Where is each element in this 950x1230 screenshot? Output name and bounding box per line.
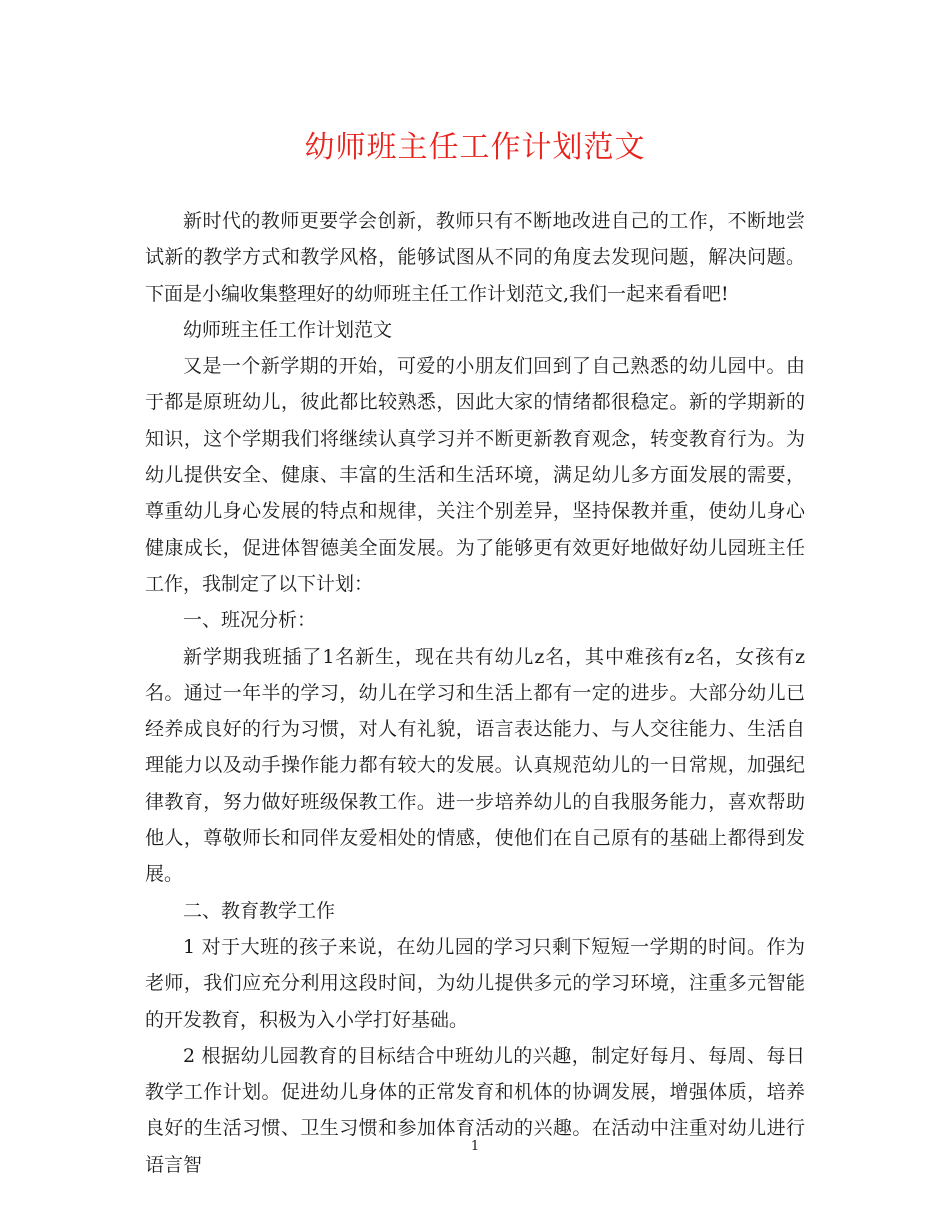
opening-paragraph: 又是一个新学期的开始，可爱的小朋友们回到了自己熟悉的幼儿园中。由于都是原班幼儿，彼此都比较熟悉，因此大家的情绪都很稳定。新的学期新的知识，这个学期我们将继续认真学习并不断更新教育观念，转变教育行为。为幼儿提供安全、健康、丰富的生活和生活环境，满足幼儿多方面发展的需要，尊重幼儿身心发展的特点和规律，关注个别差异，坚持保教并重，使幼儿身心健康成长，促进体智德美全面发展。为了能够更有效更好地做好幼儿园班主任工作，我制定了以下计划： — [145, 355, 805, 595]
intro-paragraph: 新时代的教师更要学会创新，教师只有不断地改进自己的工作，不断地尝试新的教学方式和教学风格，能够试图从不同的角度去发现问题，解决问题。下面是小编收集整理好的幼师班主任工作计划范文,我们一起来看看吧! — [145, 210, 805, 305]
section-heading-title: 幼师班主任工作计划范文 — [183, 318, 393, 341]
teaching-item-2: 2 根据幼儿园教育的目标结合中班幼儿的兴趣，制定好每月、每周、每日教学工作计划。促进幼儿身体的正常发育和机体的协调发展，增强体质，培养良好的生活习惯、卫生习惯和参加体育活动的兴趣。在活动中注重对幼儿进行语言智 — [145, 1044, 805, 1176]
class-analysis-paragraph: 新学期我班插了1名新生，现在共有幼儿z名，其中难孩有z名，女孩有z名。通过一年半的学习，幼儿在学习和生活上都有一定的进步。大部分幼儿已经养成良好的行为习惯，对人有礼貌，语言表达能力、与人交往能力、生活自理能力以及动手操作能力都有较大的发展。认真规范幼儿的一日常规，加强纪律教育，努力做好班级保教工作。进一步培养幼儿的自我服务能力，喜欢帮助他人，尊敬师长和同伴友爱相处的情感，使他们在自己原有的基础上都得到发展。 — [145, 645, 805, 886]
document-body — [145, 203, 805, 1183]
section-heading-teaching-work: 二、教育教学工作 — [183, 899, 336, 922]
teaching-item-1: 1 对于大班的孩子来说，在幼儿园的学习只剩下短短一学期的时间。作为老师，我们应充分利用这段时间，为幼儿提供多元的学习环境，注重多元智能的开发教育，积极为入小学打好基础。 — [145, 935, 805, 1031]
page-number: 1 — [470, 1139, 480, 1154]
document-title: 幼师班主任工作计划范文 — [304, 130, 646, 165]
section-heading-class-analysis: 一、班况分析： — [183, 609, 317, 632]
